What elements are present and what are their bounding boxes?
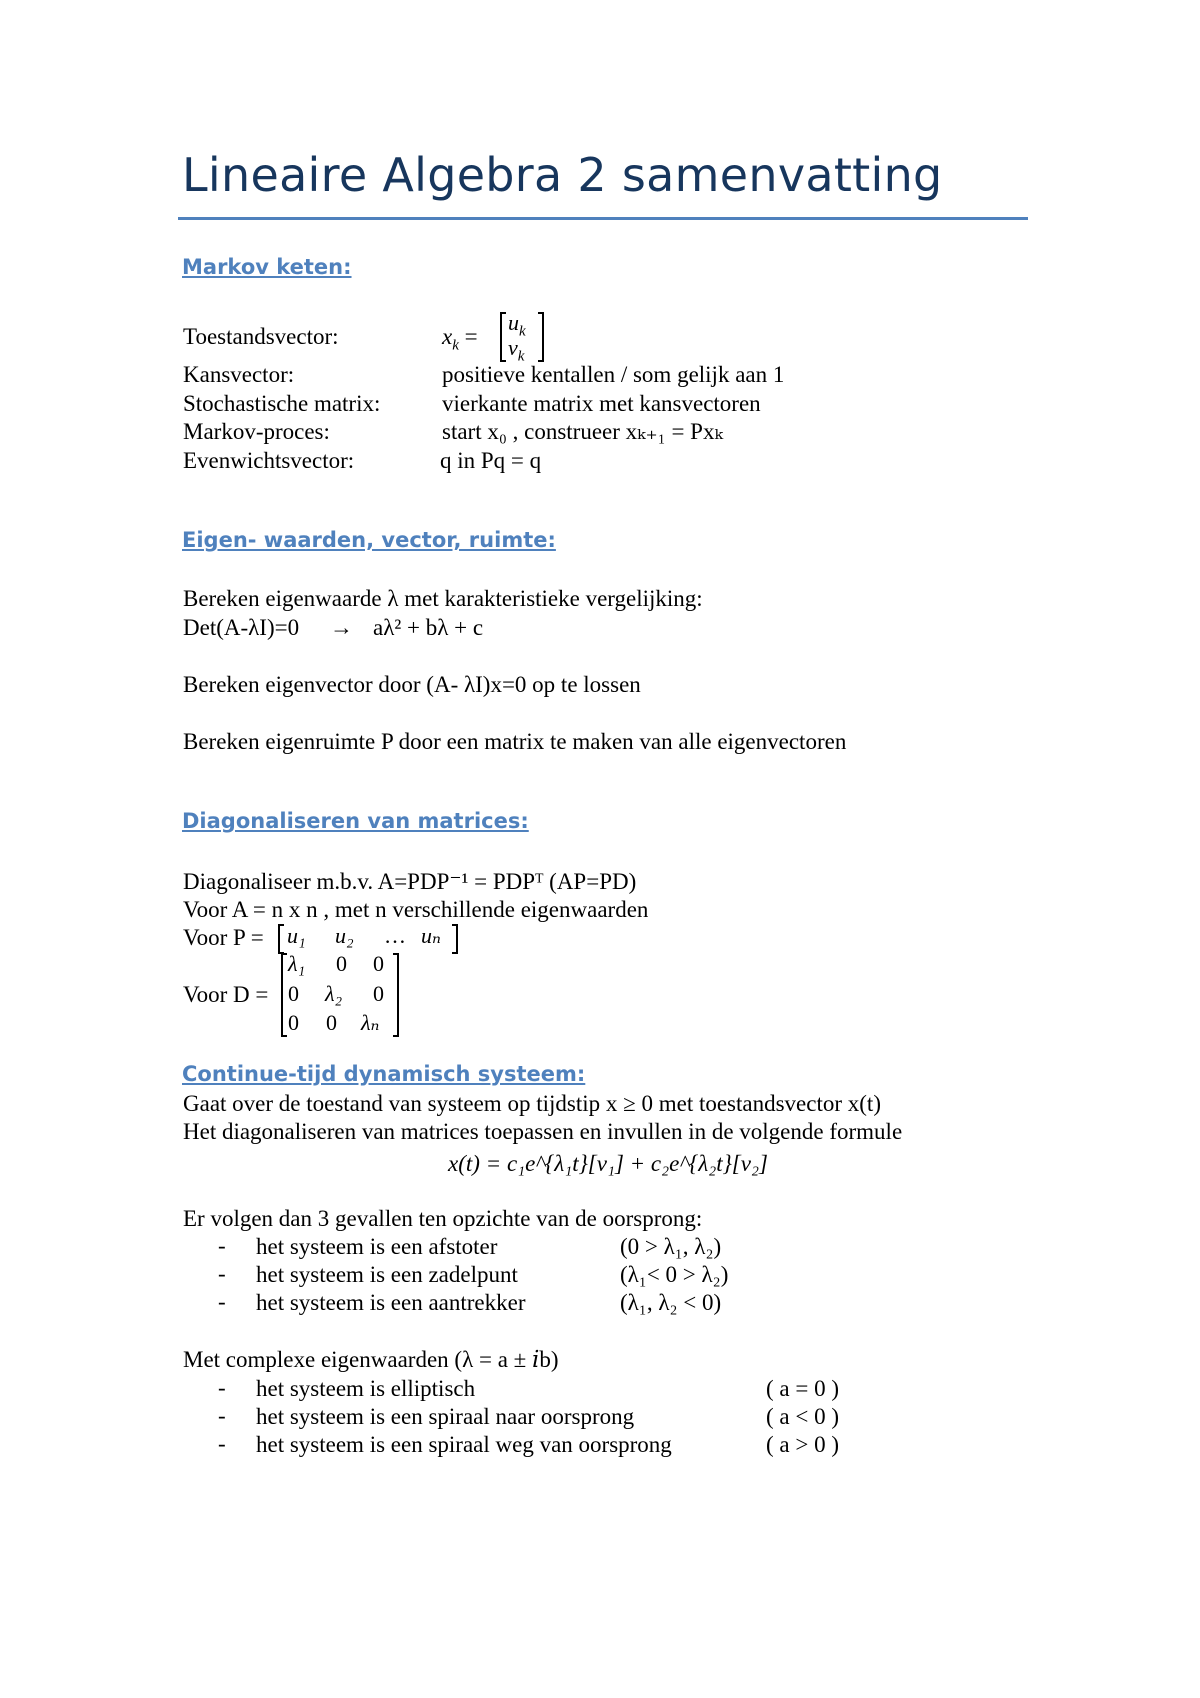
complex-case-3-text: het systeem is een spiraal weg van oorsprong <box>256 1432 672 1457</box>
heading-continuous: Continue-tijd dynamisch systeem: <box>182 1062 586 1086</box>
diag-line-2: Voor A = n x n , met n verschillende eigenwaarden <box>183 897 649 922</box>
state-vector-lhs-sub: k <box>452 337 459 354</box>
p-entry-4: uₙ <box>421 923 441 948</box>
label-evenwichtsvector: Evenwichtsvector: <box>183 448 355 473</box>
continuous-line-1: Gaat over de toestand van systeem op tijdstip x ≥ 0 met toestandsvector x(t) <box>183 1091 881 1116</box>
d-cell-2-1: 0 <box>288 981 299 1006</box>
list-bullet: - <box>218 1289 226 1314</box>
label-markov-proces: Markov-proces: <box>183 419 330 444</box>
case-1-cond: (0 > λ₁, λ₂) <box>620 1234 722 1259</box>
eigen-line-4: Bereken eigenruimte P door een matrix te maken van alle eigenvectoren <box>183 729 847 754</box>
d-cell-3-2: 0 <box>326 1010 337 1035</box>
state-vector-lhs: x <box>442 324 453 349</box>
case-2-cond: (λ₁< 0 > λ₂) <box>620 1262 729 1287</box>
eigen-line-2a: Det(A-λI)=0 <box>183 615 300 640</box>
state-vector-bottom: $v_k$ <box>508 335 525 365</box>
list-bullet: - <box>218 1403 226 1428</box>
p-entry-3: … <box>384 923 406 948</box>
d-cell-2-3: 0 <box>373 981 384 1006</box>
eigen-line-3: Bereken eigenvector door (A- λI)x=0 op te lossen <box>183 672 641 697</box>
d-cell-3-3: λₙ <box>361 1010 380 1035</box>
continuous-line-2: Het diagonaliseren van matrices toepassen en invullen in de volgende formule <box>183 1119 903 1144</box>
case-2-text: het systeem is een zadelpunt <box>256 1262 518 1287</box>
value-evenwichtsvector: q in Pq = q <box>440 448 542 473</box>
arrow-icon: → <box>330 615 353 640</box>
d-cell-1-1: λ₁ <box>288 951 306 976</box>
heading-eigen: Eigen- waarden, vector, ruimte: <box>182 528 556 552</box>
state-vector-eq: = <box>464 324 478 349</box>
complex-case-2-text: het systeem is een spiraal naar oorsprong <box>256 1404 635 1429</box>
list-bullet: - <box>218 1233 226 1258</box>
complex-case-2-cond: ( a < 0 ) <box>766 1404 839 1429</box>
cases-intro: Er volgen dan 3 gevallen ten opzichte van de oorsprong: <box>183 1206 703 1231</box>
continuous-formula: x(t) = c₁e^{λ₁t}[v₁] + c₂e^{λ₂t}[v₂] <box>448 1151 768 1176</box>
complex-case-1-cond: ( a = 0 ) <box>766 1376 839 1401</box>
case-1-text: het systeem is een afstoter <box>256 1234 498 1259</box>
case-3-cond: (λ₁, λ₂ < 0) <box>620 1290 722 1315</box>
state-vector-formula <box>442 323 478 354</box>
eigen-line-2b: aλ² + bλ + c <box>373 615 484 640</box>
p-entry-1: u₁ <box>287 923 306 948</box>
diag-line-1: Diagonaliseer m.b.v. A=PDP⁻¹ = PDPᵀ (AP=PD) <box>183 869 637 894</box>
label-toestandsvector: Toestandsvector: <box>183 324 339 349</box>
complex-case-1-text: het systeem is elliptisch <box>256 1376 476 1401</box>
d-cell-2-2: λ₂ <box>325 981 343 1006</box>
list-bullet: - <box>218 1261 226 1286</box>
value-kansvector: positieve kentallen / som gelijk aan 1 <box>442 362 785 387</box>
p-entry-2: u₂ <box>335 923 354 948</box>
diag-d-label: Voor D = <box>183 982 269 1007</box>
value-markov-proces: start x₀ , construeer xₖ₊₁ = Pxₖ <box>442 419 723 444</box>
label-stochastische-matrix: Stochastische matrix: <box>183 391 381 416</box>
title-underline <box>178 217 1028 220</box>
eigen-line-1: Bereken eigenwaarde λ met karakteristieke vergelijking: <box>183 586 703 611</box>
d-cell-3-1: 0 <box>288 1010 299 1035</box>
list-bullet: - <box>218 1375 226 1400</box>
state-vector-top: $u_k$ <box>508 310 526 340</box>
d-cell-1-3: 0 <box>373 951 384 976</box>
diag-p-label: Voor P = <box>183 925 264 950</box>
value-stochastische-matrix: vierkante matrix met kansvectoren <box>442 391 761 416</box>
list-bullet: - <box>218 1431 226 1456</box>
complex-case-3-cond: ( a > 0 ) <box>766 1432 839 1457</box>
heading-diag: Diagonaliseren van matrices: <box>182 809 529 833</box>
d-cell-1-2: 0 <box>336 951 347 976</box>
heading-markov: Markov keten: <box>182 255 352 279</box>
case-3-text: het systeem is een aantrekker <box>256 1290 526 1315</box>
label-kansvector: Kansvector: <box>183 362 295 387</box>
complex-intro: Met complexe eigenwaarden (λ = a ± 𝑖b) <box>183 1347 559 1372</box>
page-title: Lineaire Algebra 2 samenvatting <box>182 148 943 202</box>
